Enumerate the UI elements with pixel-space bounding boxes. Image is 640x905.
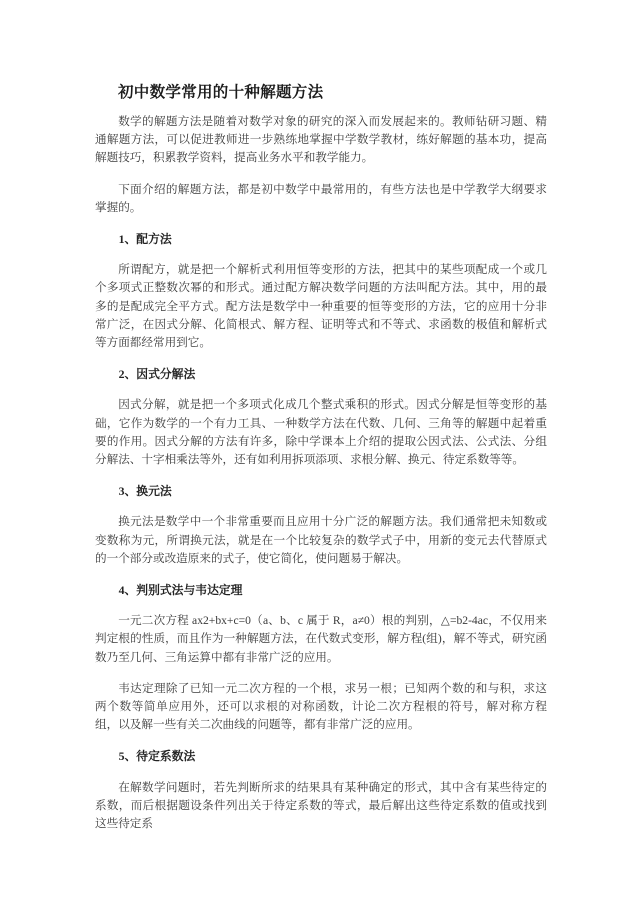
section-heading-1-peifang: 1、配方法: [118, 232, 172, 247]
paragraph-yinshi: 因式分解，就是把一个多项式化成几个整式乘积的形式。因式分解是恒等变形的基础，它作为数学的一个有力工具、一种数学方法在代数、几何、三角等的解题中起着重要的作用。因式分解的方法有许多，除中学课本上介绍的提取公因式法、公式法、分组分解法、十字相乘法等外，还有如利用拆项添项、求根分解、换元、待定系数等等。: [95, 398, 547, 467]
section-heading-2-yinshi: 2、因式分解法: [118, 367, 196, 382]
paragraph-huanyuan: 换元法是数学中一个非常重要而且应用十分广泛的解题方法。我们通常把未知数或变数称为元，所谓换元法，就是在一个比较复杂的数学式子中，用新的变元去代替原式的一个部分或改造原来的式子，使它简化，使问题易于解决。: [95, 515, 547, 565]
section-heading-4-panbieshi: 4、判别式法与韦达定理: [118, 583, 243, 598]
document-title: 初中数学常用的十种解题方法: [118, 84, 324, 101]
section-heading-3-huanyuan: 3、换元法: [118, 484, 172, 499]
paragraph-panbieshi: 一元二次方程 ax2+bx+c=0（a、b、c 属于 R，a≠0）根的判别，△=b2-4ac，不仅用来判定根的性质，而且作为一种解题方法，在代数式变形，解方程(组)，解不等式，研究函数乃至几何、三角运算中都有非常广泛的应用。: [95, 614, 547, 664]
paragraph-weida: 韦达定理除了已知一元二次方程的一个根，求另一根；已知两个数的和与积，求这两个数等简单应用外，还可以求根的对称函数，计论二次方程根的符号，解对称方程组，以及解一些有关二次曲线的问题等，都有非常广泛的应用。: [95, 681, 547, 732]
paragraph-peifang: 所谓配方，就是把一个解析式利用恒等变形的方法，把其中的某些项配成一个或几个多项式正整数次幂的和形式。通过配方解决数学问题的方法叫配方法。其中，用的最多的是配成完全平方式。配方法是数学中一种重要的恒等变形的方法，它的应用十分非常广泛，在因式分解、化简根式、解方程、证明等式和不等式、求函数的极值和解析式等方面都经常用到它。: [95, 263, 547, 350]
section-heading-5-daiding: 5、待定系数法: [118, 749, 196, 764]
paragraph-intro-1: 数学的解题方法是随着对数学对象的研究的深入而发展起来的。教师钻研习题、精通解题方法，可以促进教师进一步熟练地掌握中学数学教材，练好解题的基本功，提高解题技巧，积累教学资料，提高业务水平和教学能力。: [95, 115, 547, 165]
paragraph-daiding: 在解数学问题时，若先判断所求的结果具有某种确定的形式，其中含有某些待定的系数，而后根据题设条件列出关于待定系数的等式，最后解出这些待定系数的值或找到这些待定系: [95, 780, 547, 831]
paragraph-intro-2: 下面介绍的解题方法，都是初中数学中最常用的，有些方法也是中学教学大纲要求掌握的。: [95, 182, 547, 214]
